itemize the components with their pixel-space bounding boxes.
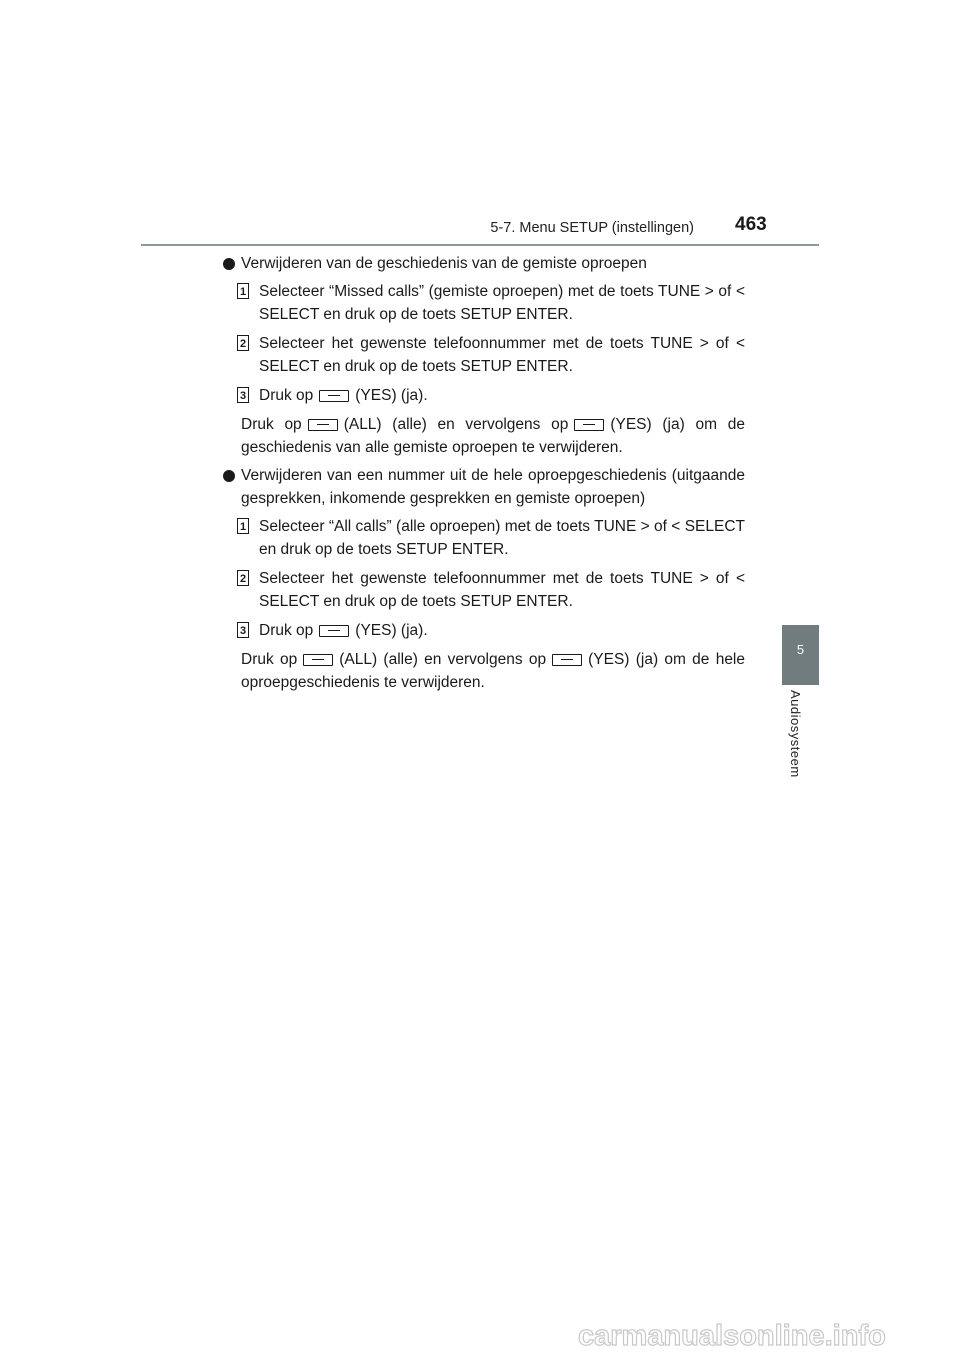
note-text bbox=[212, 413, 745, 459]
site-watermark-logo bbox=[578, 1318, 948, 1352]
header-title: 5-7. Menu SETUP (instellingen) bbox=[490, 220, 694, 236]
step-item bbox=[212, 280, 745, 326]
page-content bbox=[212, 252, 745, 699]
step-number: 3 bbox=[237, 622, 249, 638]
page-number: 463 bbox=[735, 214, 767, 235]
screen-button-icon bbox=[303, 654, 333, 666]
bullet-icon bbox=[223, 470, 235, 482]
step-item bbox=[212, 332, 745, 378]
step-text: Selecteer het gewenste telefoonnummer met de toets TUNE > of < SELECT en druk op de toets SETUP ENTER. bbox=[259, 570, 745, 610]
chapter-label: Audiosysteem bbox=[788, 690, 803, 778]
note-part: (ALL) (alle) en vervolgens op bbox=[343, 416, 569, 433]
step-number: 1 bbox=[237, 283, 249, 299]
step-text-after: (YES) (ja). bbox=[355, 387, 428, 404]
step-number: 1 bbox=[237, 518, 249, 534]
step-number: 2 bbox=[237, 335, 249, 351]
section-heading-text: Verwijderen van de geschiedenis van de gemiste oproepen bbox=[241, 255, 647, 272]
step-text-before: Druk op bbox=[259, 387, 314, 404]
note-text bbox=[212, 648, 745, 694]
section-heading-text: Verwijderen van een nummer uit de hele oproepgeschiedenis (uitgaande gesprekken, inkomende gesprekken en gemiste oproepen) bbox=[241, 467, 745, 507]
note-part: (YES) (ja) om de geschiedenis van alle gemiste oproepen te verwijderen. bbox=[241, 416, 745, 456]
screen-button-icon bbox=[319, 390, 349, 402]
step-item bbox=[212, 384, 745, 407]
note-part: Druk op bbox=[241, 651, 298, 668]
chapter-tab bbox=[782, 625, 819, 685]
step-text-after: (YES) (ja). bbox=[355, 622, 428, 639]
screen-button-icon bbox=[574, 419, 604, 431]
section-heading bbox=[212, 464, 745, 510]
note-part: (ALL) (alle) en vervolgens op bbox=[339, 651, 547, 668]
step-number: 3 bbox=[237, 387, 249, 403]
step-text: Selecteer “Missed calls” (gemiste oproepen) met de toets TUNE > of < SELECT en druk op de toets SETUP ENTER. bbox=[259, 283, 745, 323]
step-item bbox=[212, 567, 745, 613]
bullet-icon bbox=[223, 258, 235, 270]
screen-button-icon bbox=[319, 625, 349, 637]
svg-text:carmanualsonline.info: carmanualsonline.info bbox=[578, 1320, 886, 1352]
chapter-number: 5 bbox=[796, 642, 805, 657]
note-part: Druk op bbox=[241, 416, 302, 433]
step-number: 2 bbox=[237, 570, 249, 586]
screen-button-icon bbox=[308, 419, 338, 431]
screen-button-icon bbox=[552, 654, 582, 666]
step-item bbox=[212, 515, 745, 561]
note-part: (YES) (ja) om de hele oproepgeschiedenis te verwijderen. bbox=[241, 651, 746, 691]
step-text: Selecteer “All calls” (alle oproepen) met de toets TUNE > of < SELECT en druk op de toets SETUP ENTER. bbox=[259, 518, 745, 558]
header-rule bbox=[141, 244, 819, 246]
step-item bbox=[212, 619, 745, 642]
step-text-before: Druk op bbox=[259, 622, 314, 639]
step-text: Selecteer het gewenste telefoonnummer met de toets TUNE > of < SELECT en druk op de toets SETUP ENTER. bbox=[259, 335, 745, 375]
section-heading bbox=[212, 252, 745, 275]
